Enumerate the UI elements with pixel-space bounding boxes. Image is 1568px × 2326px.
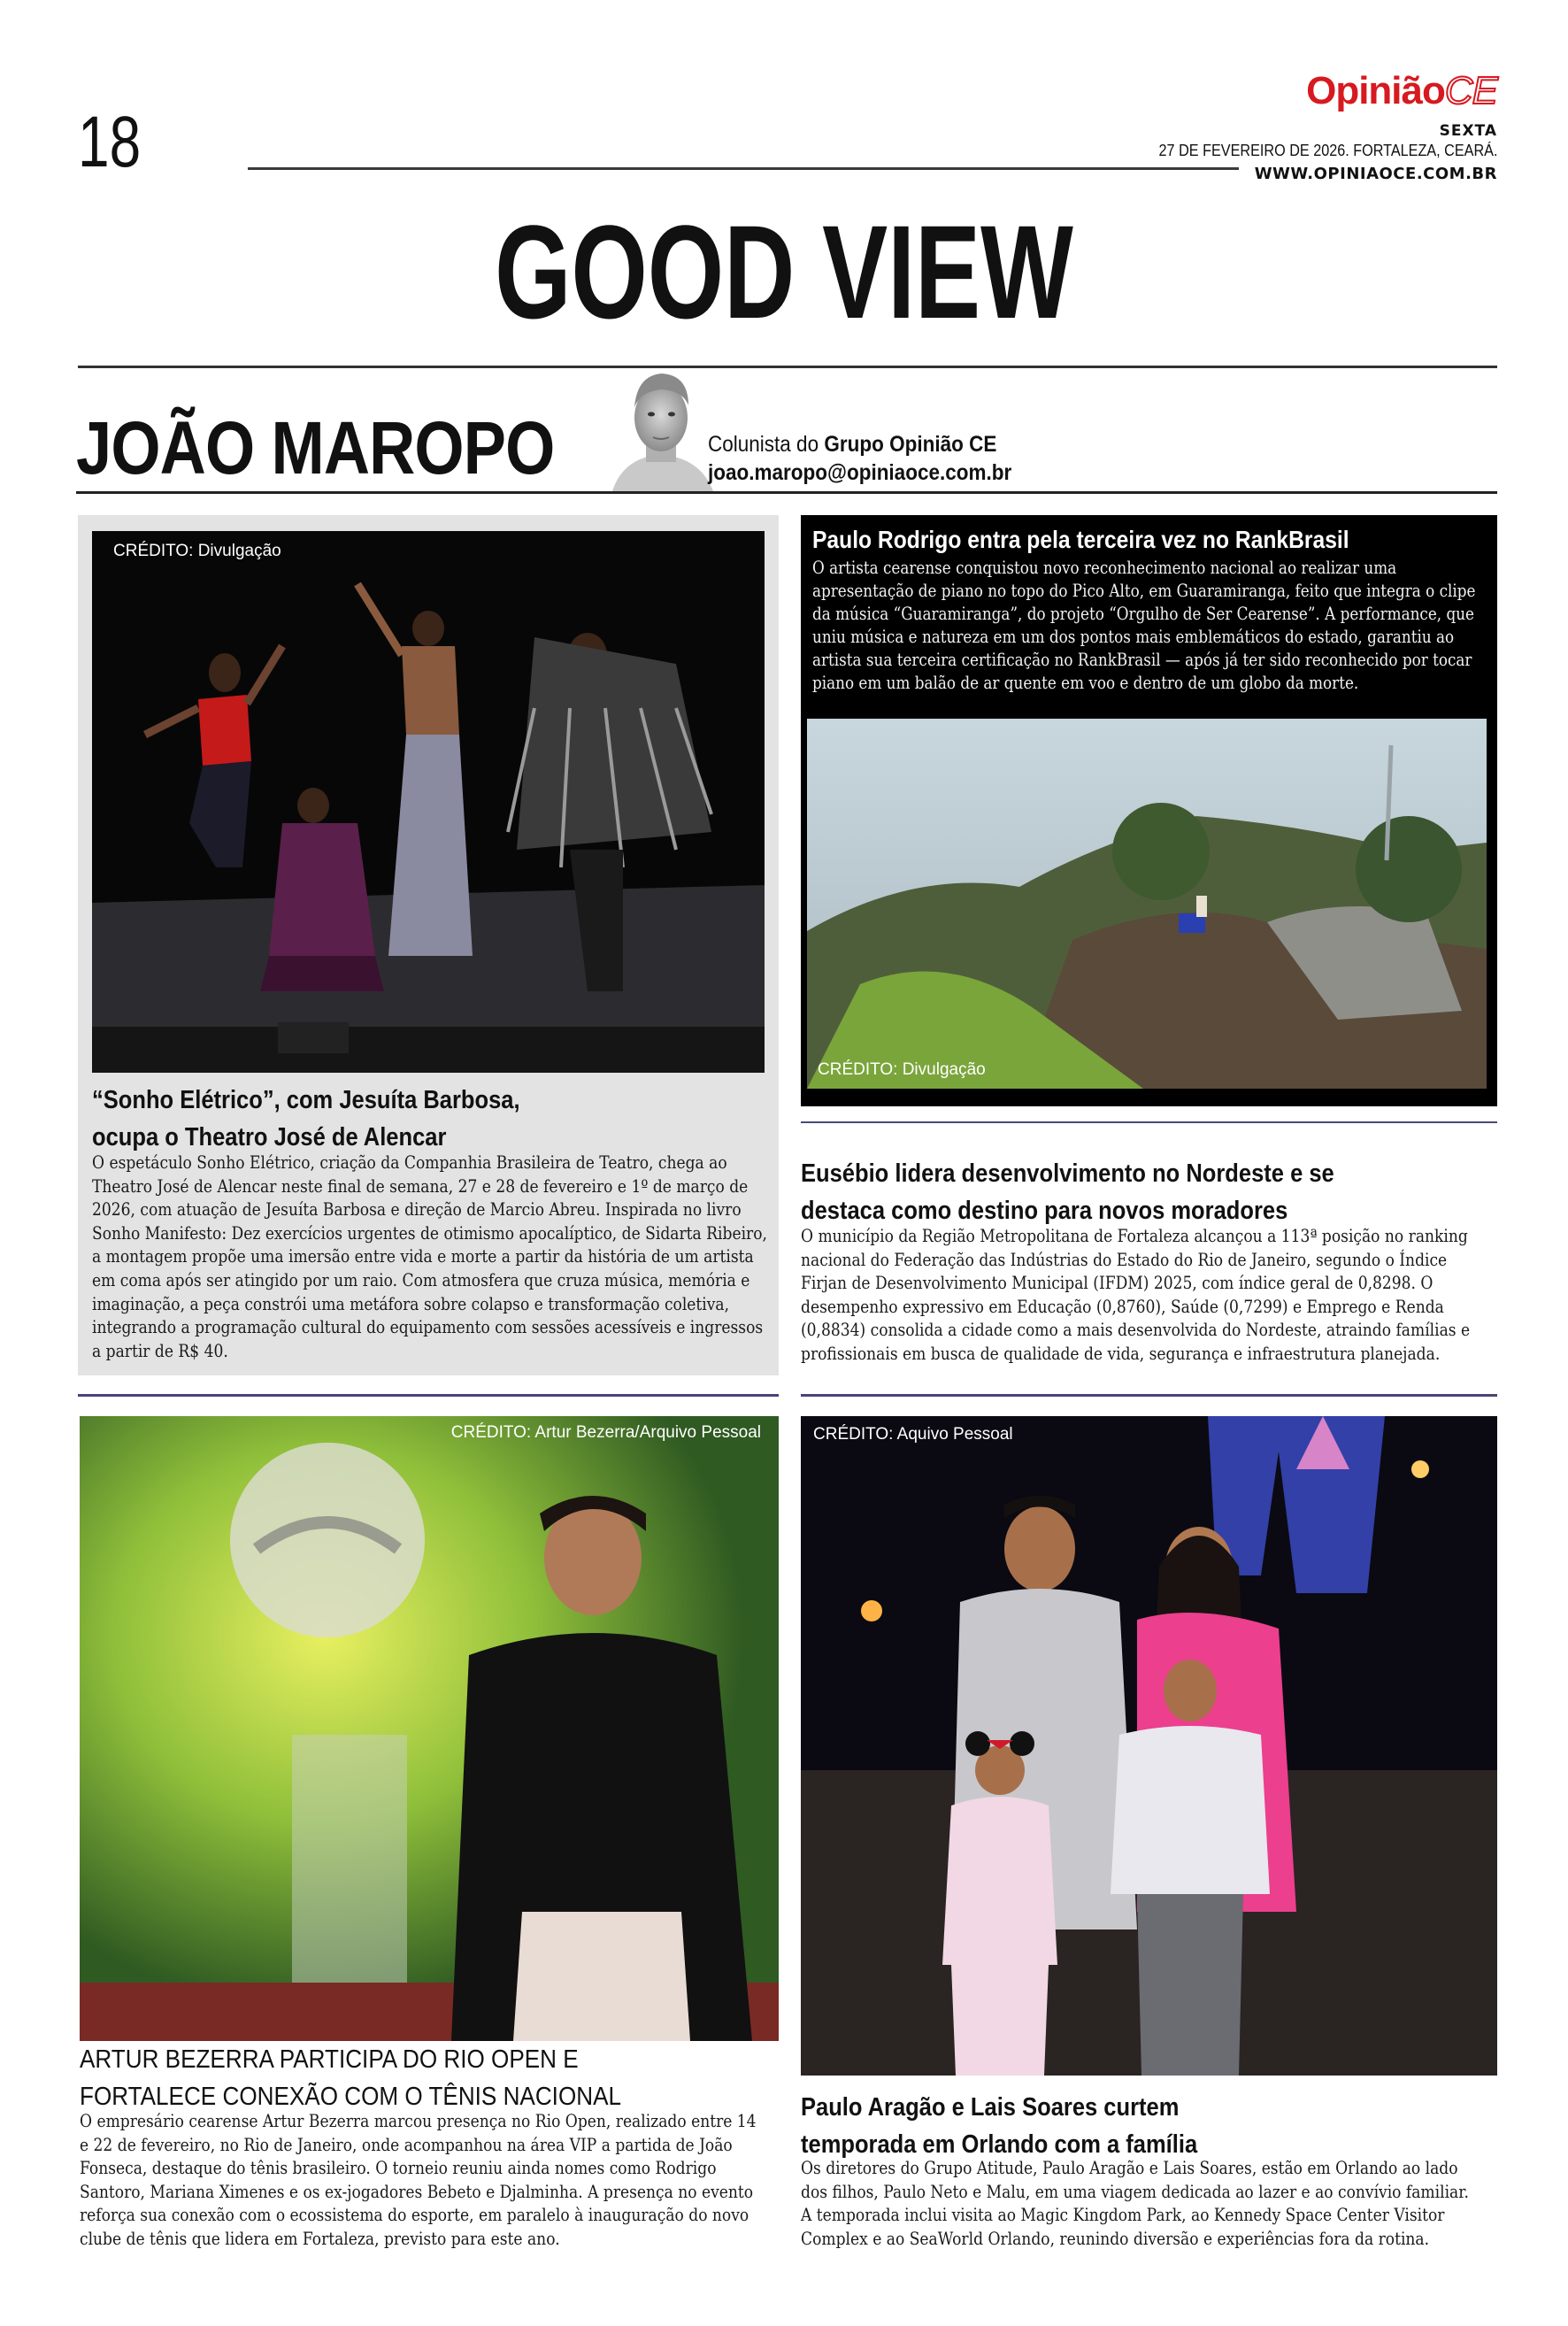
brand-logo[interactable] bbox=[1306, 69, 1497, 113]
theatre-photo-credit: CRÉDITO: Divulgação bbox=[113, 542, 281, 560]
story-eusebio-headline bbox=[801, 1155, 1486, 1229]
columnist-email-link[interactable]: joao.maropo@opiniaoce.com.br bbox=[708, 460, 1012, 485]
pico-alto-photo-credit: CRÉDITO: Divulgação bbox=[818, 1060, 986, 1079]
story-divider bbox=[78, 1394, 779, 1397]
columnist-role-prefix: Colunista do bbox=[708, 432, 825, 457]
story-orlando-body: Os diretores do Grupo Atitude, Paulo Aragão e Lais Soares, estão em Orlando ao lado dos filhos, Paulo Neto e Malu, em uma viagem dedicada ao lazer e ao convívio familiar. A temporada inclui visita ao Magic Kingdom Park, ao Kennedy Space Center Visitor Complex e ao SeaWorld Orlando, reunindo diversão e experiências fora da rotina. bbox=[801, 2157, 1469, 2249]
page-number: 18 bbox=[78, 102, 142, 182]
story-orlando-headline bbox=[801, 2089, 1424, 2163]
brand-primary: Opinião bbox=[1306, 69, 1445, 112]
headline-line: temporada em Orlando com a família bbox=[801, 2130, 1198, 2160]
theatre-photo bbox=[92, 531, 765, 1073]
headline-line: “Sonho Elétrico”, com Jesuíta Barbosa, bbox=[92, 1086, 520, 1114]
artur-bezerra-photo bbox=[80, 1416, 779, 2041]
dateline: 27 DE FEVEREIRO DE 2026. FORTALEZA, CEARÁ. bbox=[1158, 142, 1497, 159]
artur-photo-credit: CRÉDITO: Artur Bezerra/Arquivo Pessoal bbox=[450, 1423, 761, 1442]
story-rankbrasil-body: O artista cearense conquistou novo reconhecimento nacional ao realizar uma apresentação de piano no topo do Pico Alto, em Guaramiranga, feito que integra o clipe da música “Guaramiranga”, do projeto “Orgulho de Ser Cearense”. A performance, que uniu música e natureza em um dos pontos mais emblemáticos do estado, garantiu ao artista sua terceira certificação no RankBrasil — após já ter sido reconhecido por tocar piano em um balão de ar quente em voo e dentro de um globo da morte. bbox=[812, 557, 1476, 693]
headline-line: FORTALECE CONEXÃO COM O TÊNIS NACIONAL bbox=[80, 2083, 622, 2112]
weekday: SEXTA bbox=[1439, 122, 1497, 140]
headline-line: ocupa o Theatro José de Alencar bbox=[92, 1123, 447, 1152]
brand-secondary: CE bbox=[1444, 69, 1497, 112]
story-theatre-headline bbox=[92, 1082, 715, 1156]
columnist-divider bbox=[76, 491, 1497, 494]
section-title: GOOD VIEW bbox=[495, 197, 1073, 346]
story-rankbrasil-headline: Paulo Rodrigo entra pela terceira vez no RankBrasil bbox=[812, 526, 1349, 553]
orlando-family-photo bbox=[801, 1416, 1497, 2076]
columnist-role bbox=[708, 432, 996, 458]
headline-line: destaca como destino para novos moradores bbox=[801, 1197, 1288, 1226]
story-eusebio-body: O município da Região Metropolitana de Fortaleza alcançou a 113ª posição no ranking nacional do Federação das Indústrias do Estado do Rio de Janeiro, segundo o Índice Firjan de Desenvolvimento Municipal (IFDM) 2025, com índice geral de 0,8298. O desempenho expressivo em Educação (0,8760), Saúde (0,7299) e Emprego e Renda (0,8834) consolida a cidade como a mais desenvolvida do Nordeste, atraindo famílias e profissionais em busca de qualidade de vida, segurança e infraestrutura planejada. bbox=[801, 1225, 1471, 1364]
story-theatre-body: O espetáculo Sonho Elétrico, criação da Companhia Brasileira de Teatro, chega ao Theatro José de Alencar neste final de semana, 27 e 28 de fevereiro e 1º de março de 2026, com atuação de Jesuíta Barbosa e direção de Marcio Abreu. Inspirada no livro Sonho Manifesto: Dez exercícios urgentes de otimismo apocalíptico, de Sidarta Ribeiro, a montagem propõe uma imersão entre vida e morte a partir da história de um artista em coma após ser atingido por um raio. Com atmosfera que cruza música, memória e imaginação, a peça constrói uma metáfora sobre colapso e transformação coletiva, integrando a programação cultural do equipamento com sessões acessíveis e ingressos a partir de R$ 40. bbox=[92, 1151, 767, 1361]
pico-alto-photo bbox=[807, 719, 1487, 1089]
columnist-portrait-icon bbox=[603, 365, 719, 491]
header-divider bbox=[248, 167, 1239, 170]
headline-line: Paulo Aragão e Lais Soares curtem bbox=[801, 2093, 1180, 2122]
website-link[interactable]: WWW.OPINIAOCE.COM.BR bbox=[1254, 165, 1497, 183]
story-artur-body: O empresário cearense Artur Bezerra marcou presença no Rio Open, realizado entre 14 e 22 de fevereiro, no Rio de Janeiro, onde acompanhou na área VIP a partida de João Fonseca, destaque do tênis brasileiro. O torneio reuniu ainda nomes como Rodrigo Santoro, Mariana Ximenes e os ex-jogadores Bebeto e Djalminha. A presença no evento reforça sua conexão com o ecossistema do esporte, em paralelo à inauguração do novo clube de tênis que lidera em Fortaleza, previsto para este ano. bbox=[80, 2110, 757, 2249]
story-divider bbox=[801, 1394, 1497, 1397]
orlando-photo-credit: CRÉDITO: Aquivo Pessoal bbox=[813, 1425, 1013, 1444]
headline-line: ARTUR BEZERRA PARTICIPA DO RIO OPEN E bbox=[80, 2045, 579, 2074]
headline-line: Eusébio lidera desenvolvimento no Nordeste e se bbox=[801, 1159, 1334, 1188]
columnist-org: Grupo Opinião CE bbox=[824, 432, 997, 457]
story-artur-headline bbox=[80, 2041, 717, 2115]
section-divider bbox=[78, 366, 1497, 368]
story-divider bbox=[801, 1121, 1497, 1123]
columnist-name: JOÃO MAROPO bbox=[76, 406, 555, 489]
